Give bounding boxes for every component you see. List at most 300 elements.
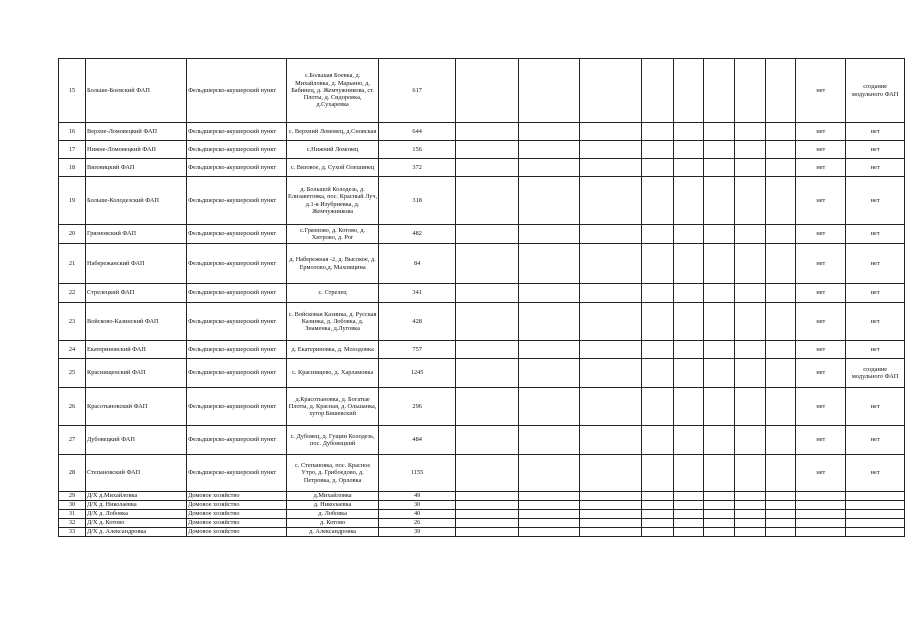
population-cell: 26	[379, 519, 456, 528]
empty-cell	[765, 177, 795, 225]
plan-cell: нет	[846, 141, 905, 159]
facility-type: Домовое хозяйство	[187, 501, 287, 510]
empty-cell	[455, 244, 518, 284]
status-cell: нет	[796, 303, 846, 341]
facility-name: Верхне-Ломовецкий ФАП	[86, 123, 187, 141]
row-number: 17	[59, 141, 86, 159]
facility-type: Фельдшерско-акушерский пункт	[187, 159, 287, 177]
status-cell: нет	[796, 141, 846, 159]
table-row	[59, 177, 905, 225]
empty-cell	[580, 141, 642, 159]
empty-cell	[673, 141, 703, 159]
empty-cell	[704, 519, 735, 528]
settlements-cell: с.Грязново, д. Котово, д. Хитрово, д. Рог	[286, 225, 379, 244]
plan-cell: нет	[846, 123, 905, 141]
empty-cell	[580, 426, 642, 455]
row-number: 20	[59, 225, 86, 244]
population-cell: 156	[379, 141, 456, 159]
empty-cell	[765, 519, 795, 528]
plan-cell: нет	[846, 177, 905, 225]
empty-cell	[735, 519, 765, 528]
empty-cell	[642, 159, 673, 177]
plan-cell: нет	[846, 455, 905, 492]
plan-cell: нет	[846, 341, 905, 359]
empty-cell	[518, 141, 580, 159]
settlements-cell: д. Набережная -2, д. Высокое, д. Ермолово,д. Маховщина	[286, 244, 379, 284]
status-cell: нет	[796, 388, 846, 426]
empty-cell	[580, 159, 642, 177]
empty-cell	[580, 123, 642, 141]
table-row	[59, 426, 905, 455]
row-number: 24	[59, 341, 86, 359]
empty-cell	[735, 59, 765, 123]
empty-cell	[673, 492, 703, 501]
empty-cell	[642, 225, 673, 244]
settlements-cell: с. Стрелец	[286, 284, 379, 303]
settlements-cell: д.Красотыновка, д. Богатые Плоты, д. Красная, д. Ольшанка, хутор Бишевский	[286, 388, 379, 426]
population-cell: 318	[379, 177, 456, 225]
row-number: 26	[59, 388, 86, 426]
facility-name: Стрелецкий ФАП	[86, 284, 187, 303]
table-row	[59, 341, 905, 359]
status-cell: нет	[796, 177, 846, 225]
empty-cell	[518, 59, 580, 123]
plan-cell: нет	[846, 244, 905, 284]
row-number: 22	[59, 284, 86, 303]
row-number: 25	[59, 359, 86, 388]
empty-cell	[580, 492, 642, 501]
empty-cell	[673, 510, 703, 519]
empty-cell	[455, 501, 518, 510]
row-number: 18	[59, 159, 86, 177]
empty-cell	[455, 303, 518, 341]
table-body	[59, 59, 905, 537]
empty-cell	[642, 510, 673, 519]
empty-cell	[673, 177, 703, 225]
facility-type: Домовое хозяйство	[187, 528, 287, 537]
empty-cell	[704, 244, 735, 284]
empty-cell	[704, 141, 735, 159]
empty-cell	[704, 123, 735, 141]
empty-cell	[765, 159, 795, 177]
empty-cell	[580, 501, 642, 510]
facility-type: Фельдшерско-акушерский пункт	[187, 225, 287, 244]
table-row	[59, 519, 905, 528]
table-row	[59, 501, 905, 510]
empty-cell	[704, 528, 735, 537]
empty-cell	[765, 426, 795, 455]
empty-cell	[455, 492, 518, 501]
facility-name: Набережанский ФАП	[86, 244, 187, 284]
empty-cell	[518, 510, 580, 519]
empty-cell	[455, 159, 518, 177]
population-cell: 84	[379, 244, 456, 284]
table-row	[59, 510, 905, 519]
empty-cell	[704, 388, 735, 426]
empty-cell	[735, 303, 765, 341]
plan-cell: нет	[846, 284, 905, 303]
empty-cell	[518, 123, 580, 141]
table-row	[59, 303, 905, 341]
empty-cell	[580, 359, 642, 388]
facilities-table	[58, 58, 905, 537]
empty-cell	[765, 455, 795, 492]
empty-cell	[765, 492, 795, 501]
empty-cell	[518, 284, 580, 303]
population-cell: 49	[379, 492, 456, 501]
empty-cell	[518, 426, 580, 455]
empty-cell	[518, 244, 580, 284]
status-cell: нет	[796, 284, 846, 303]
empty-cell	[455, 141, 518, 159]
empty-cell	[673, 388, 703, 426]
empty-cell	[704, 492, 735, 501]
plan-cell	[846, 501, 905, 510]
row-number: 15	[59, 59, 86, 123]
facility-type: Фельдшерско-акушерский пункт	[187, 123, 287, 141]
settlements-cell: с.Большая Боевка, д. Михайловка, д. Марьино, д. Бабинец, д. Жемчужникова, ст. Плоты, д. Сидоровка, д.Сухаревка	[286, 59, 379, 123]
empty-cell	[765, 59, 795, 123]
empty-cell	[673, 528, 703, 537]
status-cell	[796, 519, 846, 528]
table-row	[59, 492, 905, 501]
plan-cell: нет	[846, 225, 905, 244]
facility-type: Фельдшерско-акушерский пункт	[187, 59, 287, 123]
facility-name: Грязновский ФАП	[86, 225, 187, 244]
facility-name: Красотыновский ФАП	[86, 388, 187, 426]
empty-cell	[518, 159, 580, 177]
population-cell: 296	[379, 388, 456, 426]
facility-name: Д/Х д. Александровка	[86, 528, 187, 537]
empty-cell	[673, 225, 703, 244]
table-row	[59, 359, 905, 388]
status-cell: нет	[796, 455, 846, 492]
empty-cell	[518, 388, 580, 426]
empty-cell	[455, 225, 518, 244]
table-row	[59, 225, 905, 244]
row-number: 23	[59, 303, 86, 341]
status-cell: нет	[796, 123, 846, 141]
empty-cell	[735, 492, 765, 501]
empty-cell	[704, 341, 735, 359]
empty-cell	[455, 426, 518, 455]
empty-cell	[704, 225, 735, 244]
table-row	[59, 528, 905, 537]
empty-cell	[580, 388, 642, 426]
empty-cell	[704, 177, 735, 225]
empty-cell	[765, 123, 795, 141]
empty-cell	[765, 359, 795, 388]
empty-cell	[673, 501, 703, 510]
empty-cell	[765, 244, 795, 284]
settlements-cell: д. Котово	[286, 519, 379, 528]
settlements-cell: д. Александровка	[286, 528, 379, 537]
empty-cell	[642, 141, 673, 159]
empty-cell	[704, 426, 735, 455]
empty-cell	[642, 303, 673, 341]
empty-cell	[642, 492, 673, 501]
plan-cell	[846, 492, 905, 501]
empty-cell	[642, 455, 673, 492]
empty-cell	[673, 244, 703, 284]
facility-name: Больше-Колодезский ФАП	[86, 177, 187, 225]
plan-cell	[846, 510, 905, 519]
population-cell: 40	[379, 510, 456, 519]
population-cell: 644	[379, 123, 456, 141]
empty-cell	[735, 359, 765, 388]
empty-cell	[735, 528, 765, 537]
plan-cell: нет	[846, 159, 905, 177]
plan-cell: создание модульного ФАП	[846, 359, 905, 388]
table-row	[59, 141, 905, 159]
empty-cell	[735, 341, 765, 359]
row-number: 28	[59, 455, 86, 492]
facility-type: Фельдшерско-акушерский пункт	[187, 284, 287, 303]
status-cell	[796, 528, 846, 537]
row-number: 21	[59, 244, 86, 284]
empty-cell	[735, 284, 765, 303]
facility-name: Д/Х д. Николаевка	[86, 501, 187, 510]
empty-cell	[642, 528, 673, 537]
empty-cell	[735, 426, 765, 455]
facility-name: Нижне-Ломовецкий ФАП	[86, 141, 187, 159]
empty-cell	[455, 455, 518, 492]
empty-cell	[455, 123, 518, 141]
settlements-cell: д. Николаевка	[286, 501, 379, 510]
status-cell: нет	[796, 244, 846, 284]
empty-cell	[518, 341, 580, 359]
empty-cell	[580, 284, 642, 303]
empty-cell	[704, 159, 735, 177]
empty-cell	[765, 341, 795, 359]
empty-cell	[673, 519, 703, 528]
plan-cell	[846, 519, 905, 528]
empty-cell	[735, 159, 765, 177]
empty-cell	[765, 388, 795, 426]
empty-cell	[704, 501, 735, 510]
empty-cell	[704, 455, 735, 492]
population-cell: 341	[379, 284, 456, 303]
facility-name: Дубовецкий ФАП	[86, 426, 187, 455]
population-cell: 428	[379, 303, 456, 341]
empty-cell	[642, 59, 673, 123]
table-row	[59, 159, 905, 177]
empty-cell	[580, 225, 642, 244]
empty-cell	[735, 177, 765, 225]
settlements-cell: д. Лобовка	[286, 510, 379, 519]
plan-cell: нет	[846, 303, 905, 341]
empty-cell	[642, 341, 673, 359]
empty-cell	[580, 455, 642, 492]
facility-name: Д/Х д.Михайловка	[86, 492, 187, 501]
empty-cell	[673, 455, 703, 492]
empty-cell	[673, 59, 703, 123]
row-number: 27	[59, 426, 86, 455]
empty-cell	[673, 359, 703, 388]
population-cell: 757	[379, 341, 456, 359]
facility-name: Степановский ФАП	[86, 455, 187, 492]
plan-cell	[846, 528, 905, 537]
empty-cell	[455, 528, 518, 537]
empty-cell	[580, 303, 642, 341]
empty-cell	[642, 284, 673, 303]
empty-cell	[580, 59, 642, 123]
status-cell: нет	[796, 426, 846, 455]
settlements-cell: с. Войсковая Казинка, д. Русская Казинка, д. Лобовка, д. Знаменка, д.Луговка	[286, 303, 379, 341]
empty-cell	[765, 303, 795, 341]
population-cell: 482	[379, 225, 456, 244]
settlements-cell: д.Михайловка	[286, 492, 379, 501]
facility-type: Фельдшерско-акушерский пункт	[187, 455, 287, 492]
empty-cell	[518, 519, 580, 528]
empty-cell	[735, 501, 765, 510]
empty-cell	[580, 177, 642, 225]
empty-cell	[518, 359, 580, 388]
empty-cell	[735, 455, 765, 492]
plan-cell: нет	[846, 388, 905, 426]
empty-cell	[455, 359, 518, 388]
empty-cell	[704, 359, 735, 388]
settlements-cell: с. Верхний Ломовец, д.Сновская	[286, 123, 379, 141]
facility-type: Домовое хозяйство	[187, 492, 287, 501]
empty-cell	[455, 59, 518, 123]
settlements-cell: д. Екатериновка, д. Молодовка	[286, 341, 379, 359]
empty-cell	[765, 225, 795, 244]
status-cell	[796, 492, 846, 501]
facility-name: Вязовицкий ФАП	[86, 159, 187, 177]
plan-cell: создание модульного ФАП	[846, 59, 905, 123]
empty-cell	[735, 123, 765, 141]
empty-cell	[518, 492, 580, 501]
population-cell: 30	[379, 501, 456, 510]
empty-cell	[673, 426, 703, 455]
row-number: 30	[59, 501, 86, 510]
empty-cell	[704, 284, 735, 303]
facility-type: Фельдшерско-акушерский пункт	[187, 141, 287, 159]
facility-name: Больше-Боевский ФАП	[86, 59, 187, 123]
empty-cell	[455, 341, 518, 359]
facility-name: Войсково-Казинский ФАП	[86, 303, 187, 341]
facility-type: Фельдшерско-акушерский пункт	[187, 359, 287, 388]
status-cell: нет	[796, 225, 846, 244]
empty-cell	[455, 284, 518, 303]
settlements-cell: с. Краснищево, д. Харламовка	[286, 359, 379, 388]
facility-name: Д/Х д. Лобовка	[86, 510, 187, 519]
empty-cell	[642, 123, 673, 141]
empty-cell	[518, 225, 580, 244]
empty-cell	[704, 303, 735, 341]
facility-name: Краснищенский ФАП	[86, 359, 187, 388]
plan-cell: нет	[846, 426, 905, 455]
table-row	[59, 388, 905, 426]
empty-cell	[642, 501, 673, 510]
facility-type: Фельдшерско-акушерский пункт	[187, 426, 287, 455]
empty-cell	[673, 123, 703, 141]
empty-cell	[673, 341, 703, 359]
empty-cell	[642, 426, 673, 455]
row-number: 32	[59, 519, 86, 528]
empty-cell	[580, 519, 642, 528]
table-row	[59, 455, 905, 492]
table-row	[59, 284, 905, 303]
facility-type: Домовое хозяйство	[187, 510, 287, 519]
table-row	[59, 244, 905, 284]
facility-name: Д/Х д. Котово	[86, 519, 187, 528]
facility-type: Домовое хозяйство	[187, 519, 287, 528]
population-cell: 39	[379, 528, 456, 537]
status-cell: нет	[796, 359, 846, 388]
empty-cell	[735, 141, 765, 159]
table-row	[59, 59, 905, 123]
empty-cell	[518, 177, 580, 225]
empty-cell	[765, 284, 795, 303]
row-number: 16	[59, 123, 86, 141]
empty-cell	[642, 359, 673, 388]
population-cell: 484	[379, 426, 456, 455]
empty-cell	[735, 388, 765, 426]
empty-cell	[673, 159, 703, 177]
empty-cell	[642, 388, 673, 426]
status-cell	[796, 501, 846, 510]
empty-cell	[765, 528, 795, 537]
facility-type: Фельдшерско-акушерский пункт	[187, 341, 287, 359]
settlements-cell: д. Большой Колодезь, д. Елизаветовка, пос. Красный Луч, д.1-я Изубриевка, д. Жемчужникова	[286, 177, 379, 225]
empty-cell	[765, 141, 795, 159]
empty-cell	[455, 388, 518, 426]
empty-cell	[580, 341, 642, 359]
facility-type: Фельдшерско-акушерский пункт	[187, 244, 287, 284]
settlements-cell: с. Степановка, пос. Красное Утро, д. Грибоедово, д. Петровка, д. Орловка	[286, 455, 379, 492]
status-cell: нет	[796, 59, 846, 123]
empty-cell	[735, 225, 765, 244]
empty-cell	[704, 59, 735, 123]
row-number: 31	[59, 510, 86, 519]
empty-cell	[673, 284, 703, 303]
empty-cell	[455, 510, 518, 519]
settlements-cell: с.Нижний Ломовец	[286, 141, 379, 159]
empty-cell	[642, 244, 673, 284]
empty-cell	[642, 519, 673, 528]
facility-type: Фельдшерско-акушерский пункт	[187, 303, 287, 341]
status-cell	[796, 510, 846, 519]
empty-cell	[673, 303, 703, 341]
population-cell: 617	[379, 59, 456, 123]
population-cell: 1245	[379, 359, 456, 388]
facility-type: Фельдшерско-акушерский пункт	[187, 388, 287, 426]
empty-cell	[765, 501, 795, 510]
row-number: 29	[59, 492, 86, 501]
empty-cell	[735, 510, 765, 519]
empty-cell	[518, 455, 580, 492]
empty-cell	[518, 528, 580, 537]
empty-cell	[580, 244, 642, 284]
empty-cell	[765, 510, 795, 519]
facility-type: Фельдшерско-акушерский пункт	[187, 177, 287, 225]
empty-cell	[518, 501, 580, 510]
table-row	[59, 123, 905, 141]
population-cell: 1155	[379, 455, 456, 492]
row-number: 33	[59, 528, 86, 537]
population-cell: 372	[379, 159, 456, 177]
status-cell: нет	[796, 159, 846, 177]
empty-cell	[455, 519, 518, 528]
empty-cell	[735, 244, 765, 284]
empty-cell	[704, 510, 735, 519]
status-cell: нет	[796, 341, 846, 359]
empty-cell	[642, 177, 673, 225]
row-number: 19	[59, 177, 86, 225]
empty-cell	[580, 510, 642, 519]
